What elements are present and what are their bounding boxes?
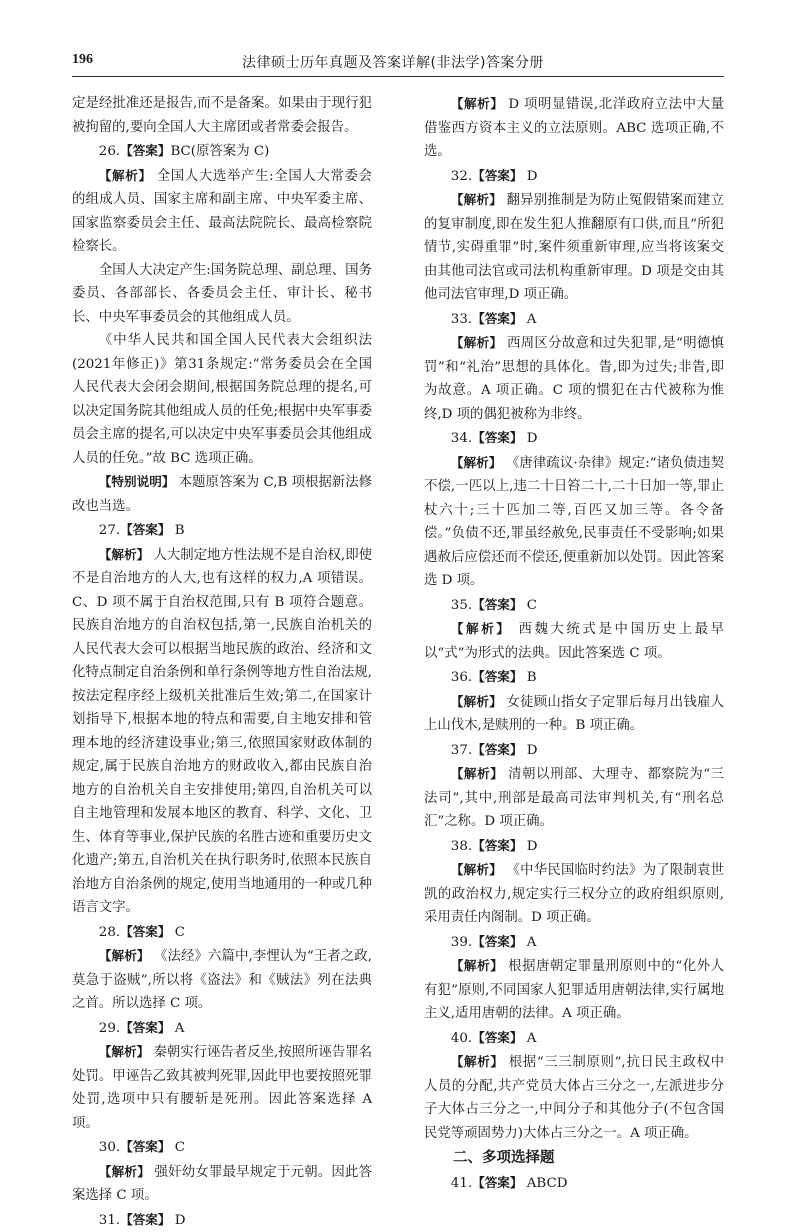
answer-line-38: 38.【答案】 D — [424, 834, 724, 859]
answer-tag: 【答案】 — [472, 742, 522, 757]
answer-tag: 【答案】 — [472, 597, 522, 612]
answer-line-33: 33.【答案】 A — [424, 307, 724, 332]
section-heading-multiple-choice: 二、多项选择题 — [424, 1145, 724, 1171]
analysis-40: 【解析】 根据“三三制原则”,抗日民主政权中人员的分配,共产党员大体占三分之一,左派进步分子大体占三分之一,中间分子和其他分子(不包含国民党等顽固势力)大体占三分之一。A 项正确。 — [424, 1050, 724, 1145]
analysis-26: 【解析】 全国人大选举产生:全国人大常委会的组成人员、国家主席和副主席、中央军委主席、国家监察委员会主任、最高法院院长、最高检察院检察长。 — [72, 164, 372, 259]
right-column — [424, 92, 724, 1196]
answer-line-27: 27.【答案】 B — [72, 518, 372, 543]
analysis-38: 【解析】 《中华民国临时约法》为了限制袁世凯的政治权力,规定实行三权分立的政府组织原则,采用责任内阁制。D 项正确。 — [424, 858, 724, 930]
analysis-tag: 【解析】 — [99, 948, 150, 963]
answer-line-28: 28.【答案】 C — [72, 920, 372, 945]
answer-line-26: 26.【答案】BC(原答案为 C) — [72, 139, 372, 164]
analysis-29: 【解析】 秦朝实行诬告者反坐,按照所诬告罪名处罚。甲诬告乙致其被判死罪,因此甲也要按照死罪处罚,选项中只有腰斩是死刑。因此答案选择 A 项。 — [72, 1040, 372, 1135]
answer-tag: 【答案】 — [120, 1020, 170, 1035]
analysis-37: 【解析】 清朝以刑部、大理寺、都察院为“三法司”,其中,刑部是最高司法审判机关,有“刑名总汇”之称。D 项正确。 — [424, 762, 724, 834]
answer-line-37: 37.【答案】 D — [424, 738, 724, 763]
analysis-27: 【解析】 人大制定地方性法规不是自治权,即使不是自治地方的人大,也有这样的权力,A 项错误。C、D 项不属于自治权范围,只有 B 项符合题意。民族自治地方的自治权包括,第一,民族自治机关的人民代表大会可以根据当地民族的政治、经济和文化特点制定自治条例和单行条例等地方性自治法规,按法定程序经上级机关批准后生效;第二,在国家计划指导下,根据本地的特点和需要,自主地安排和管理本地的经济建设事业;第三,依照国家财政体制的规定,属于民族自治地方的财政收入,都由民族自治地方的自治机关自主安排使用;第四,自治机关可以自主地管理和发展本地区的教育、科学、文化、卫生、体育等事业,保护民族的名胜古迹和重要历史文化遗产;第五,自治机关在执行职务时,依照本民族自治地方自治条例的规定,使用当地通用的一种或几种语言文字。 — [72, 543, 372, 920]
analysis-tag: 【解析】 — [451, 958, 504, 973]
answer-tag: 【答案】 — [120, 1139, 170, 1154]
answer-tag: 【答案】 — [120, 522, 170, 537]
answer-tag: 【答案】 — [472, 168, 522, 183]
paragraph-26-2: 全国人大决定产生:国务院总理、副总理、国务委员、各部部长、各委员会主任、审计长、秘书长、中央军事委员会的其他组成人员。 — [72, 259, 372, 330]
answer-line-40: 40.【答案】 A — [424, 1026, 724, 1051]
analysis-31: 【解析】 D 项明显错误,北洋政府立法中大量借鉴西方资本主义的立法原则。ABC 选项正确,不选。 — [424, 92, 724, 164]
answer-tag: 【答案】 — [472, 669, 522, 684]
special-note-26: 【特别说明】 本题原答案为 C,B 项根据新法修改也当选。 — [72, 470, 372, 518]
analysis-tag: 【解析】 — [451, 192, 502, 207]
page-header — [72, 48, 724, 76]
answer-line-35: 35.【答案】 C — [424, 593, 724, 618]
page-number: 196 — [72, 52, 93, 68]
answer-tag: 【答案】 — [472, 1030, 522, 1045]
answer-tag: 【答案】 — [120, 1212, 170, 1227]
running-title: 法律硕士历年真题及答案详解(非法学)答案分册 — [242, 52, 544, 72]
analysis-32: 【解析】 翻异别推制是为防止冤假错案而建立的复审制度,即在发生犯人推翻原有口供,而且“所犯情节,实碍重罪”时,案件须重新审理,应当将该案交由其他司法官或司法机构重新审理。D 项是交由其他司法官审理,D 项正确。 — [424, 188, 724, 307]
paragraph-26-3: 《中华人民共和国全国人民代表大会组织法(2021年修正)》第31条规定:“常务委员会在全国人民代表大会闭会期间,根据国务院总理的提名,可以决定国务院其他组成人员的任免;根据中央军事委员会主席的提名,可以决定中央军事委员会其他组成人员的任免。”故 BC 选项正确。 — [72, 329, 372, 470]
analysis-tag: 【解析】 — [451, 1054, 504, 1069]
left-column — [72, 92, 372, 1232]
analysis-tag: 【解析】 — [451, 455, 502, 470]
note-tag: 【特别说明】 — [99, 474, 175, 489]
analysis-34: 【解析】 《唐律疏议·杂律》规定:“诸负债违契不偿,一匹以上,违二十日笞二十,二十日加一等,罪止杖六十;三十匹加二等,百匹又加三等。各令备偿。”负债不还,罪虽经赦免,民事责任不受影响;如果遇赦后应偿还而不偿还,便重新加以处罚。因此答案选 D 项。 — [424, 451, 724, 593]
analysis-35: 【解析】 西魏大统式是中国历史上最早以“式”为形式的法典。因此答案选 C 项。 — [424, 617, 724, 665]
analysis-tag: 【解析】 — [451, 335, 503, 350]
answer-tag: 【答案】 — [120, 143, 170, 158]
analysis-tag: 【解析】 — [451, 766, 504, 781]
answer-line-36: 36.【答案】 B — [424, 665, 724, 690]
analysis-tag: 【解析】 — [451, 96, 504, 111]
analysis-36: 【解析】 女徒顾山指女子定罪后每月出钱雇人上山伐木,是赎刑的一种。B 项正确。 — [424, 690, 724, 738]
answer-tag: 【答案】 — [472, 934, 522, 949]
analysis-tag: 【解析】 — [451, 862, 502, 877]
answer-line-29: 29.【答案】 A — [72, 1016, 372, 1041]
analysis-tag: 【解析】 — [451, 621, 512, 636]
analysis-33: 【解析】 西周区分故意和过失犯罪,是“明德慎罚”和“礼治”思想的具体化。眚,即为过失;非眚,即为故意。A 项正确。C 项的惯犯在古代被称为惟终,D 项的偶犯被称为非终。 — [424, 331, 724, 426]
answer-tag: 【答案】 — [472, 1175, 522, 1190]
answer-line-34: 34.【答案】 D — [424, 426, 724, 451]
analysis-39: 【解析】 根据唐朝定罪量刑原则中的“化外人有犯”原则,不同国家人犯罪适用唐朝法律,实行属地主义,适用唐朝的法律。A 项正确。 — [424, 954, 724, 1026]
answer-tag: 【答案】 — [472, 838, 522, 853]
analysis-tag: 【解析】 — [99, 168, 152, 183]
answer-tag: 【答案】 — [120, 924, 170, 939]
analysis-tag: 【解析】 — [99, 1044, 149, 1059]
analysis-tag: 【解析】 — [99, 1164, 150, 1179]
answer-line-31: 31.【答案】 D — [72, 1208, 372, 1232]
answer-tag: 【答案】 — [472, 430, 522, 445]
answer-line-30: 30.【答案】 C — [72, 1135, 372, 1160]
answer-tag: 【答案】 — [472, 311, 522, 326]
continued-text: 定是经批准还是报告,而不是备案。如果由于现行犯被拘留的,要向全国人大主席团或者常委会报告。 — [72, 92, 372, 139]
analysis-28: 【解析】 《法经》六篇中,李悝认为“王者之政,莫急于盗贼”,所以将《盗法》和《贼法》列在法典之首。所以选择 C 项。 — [72, 944, 372, 1016]
answer-line-41: 41.【答案】 ABCD — [424, 1171, 724, 1196]
answer-line-39: 39.【答案】 A — [424, 930, 724, 955]
answer-line-32: 32.【答案】 D — [424, 164, 724, 189]
analysis-tag: 【解析】 — [99, 547, 149, 562]
header-rule — [72, 76, 724, 77]
analysis-30: 【解析】 强奸幼女罪最早规定于元朝。因此答案选择 C 项。 — [72, 1160, 372, 1208]
analysis-tag: 【解析】 — [451, 694, 502, 709]
